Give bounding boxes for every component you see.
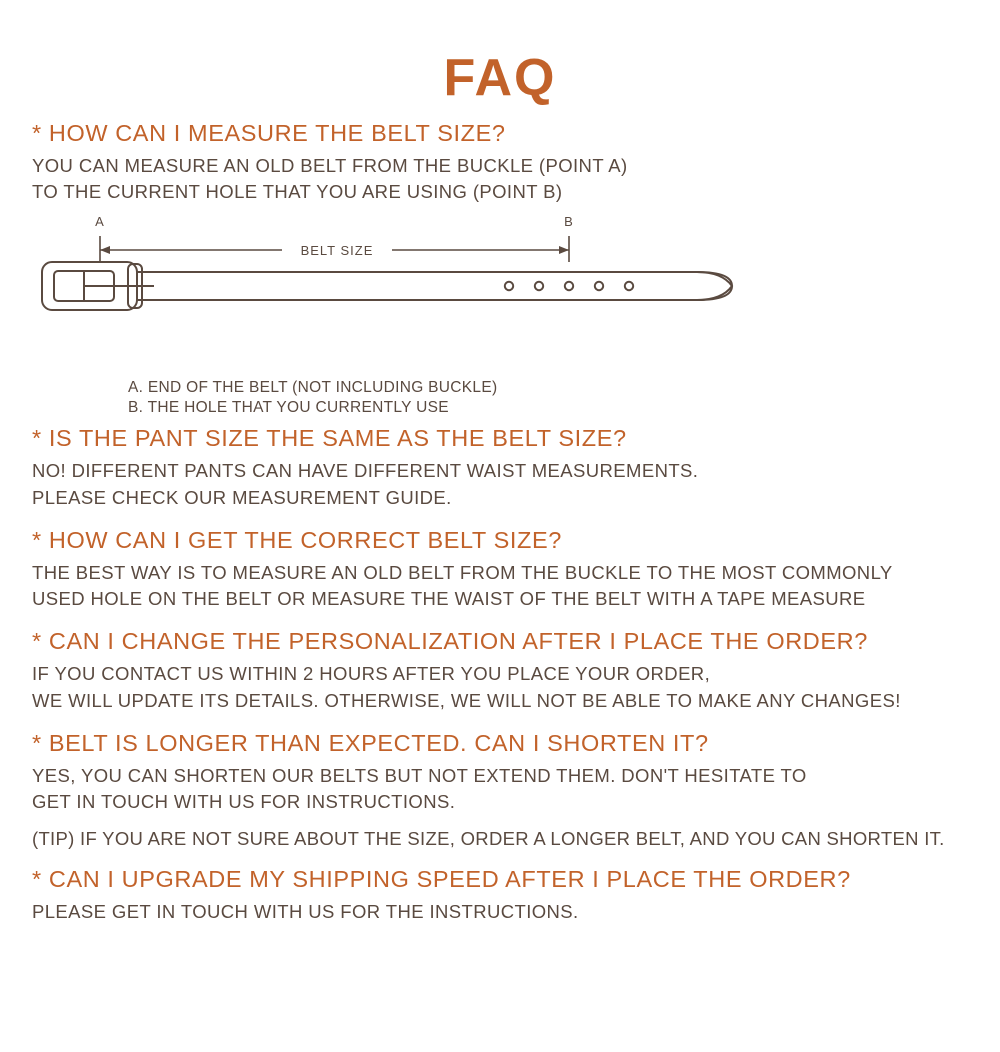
faq-question-6: * CAN I UPGRADE MY SHIPPING SPEED AFTER I PLACE THE ORDER? [32, 865, 851, 892]
faq-answer-6-line-1: PLEASE GET IN TOUCH WITH US FOR THE INSTRUCTIONS. [32, 900, 579, 922]
faq-item-6 [32, 866, 968, 925]
faq-page [0, 49, 1000, 1052]
faq-question-4: * CAN I CHANGE THE PERSONALIZATION AFTER I PLACE THE ORDER? [32, 628, 868, 655]
faq-item-1 [32, 120, 968, 206]
belt-diagram-svg [32, 214, 792, 334]
faq-question-3: * HOW CAN I GET THE CORRECT BELT SIZE? [32, 526, 562, 553]
diagram-label-a: A [95, 213, 105, 229]
faq-answer-4-line-2: WE WILL UPDATE ITS DETAILS. OTHERWISE, WE WILL NOT BE ABLE TO MAKE ANY CHANGES! [32, 689, 901, 711]
diagram-caption-a: A. END OF THE BELT (NOT INCLUDING BUCKLE) [128, 378, 498, 396]
faq-answer-5-line-1: YES, YOU CAN SHORTEN OUR BELTS BUT NOT EXTEND THEM. DON'T HESITATE TO [32, 764, 807, 786]
faq-answer-2-line-1: NO! DIFFERENT PANTS CAN HAVE DIFFERENT WAIST MEASUREMENTS. [32, 460, 699, 482]
faq-answer-3-line-2: USED HOLE ON THE BELT OR MEASURE THE WAIST OF THE BELT WITH A TAPE MEASURE [32, 588, 866, 610]
diagram-label-b: B [564, 213, 574, 229]
faq-answer-1-line-1: YOU CAN MEASURE AN OLD BELT FROM THE BUCKLE (POINT A) [32, 155, 628, 176]
faq-answer-1-line-2: TO THE CURRENT HOLE THAT YOU ARE USING (POINT B) [32, 181, 563, 203]
faq-answer-3-line-1: THE BEST WAY IS TO MEASURE AN OLD BELT FROM THE BUCKLE TO THE MOST COMMONLY [32, 561, 893, 583]
diagram-caption-b: B. THE HOLE THAT YOU CURRENTLY USE [128, 399, 449, 417]
page-title: FAQ [443, 49, 557, 107]
faq-item-5 [32, 730, 968, 850]
faq-item-4 [32, 628, 968, 714]
faq-question-1: * HOW CAN I MEASURE THE BELT SIZE? [32, 120, 506, 146]
faq-item-2 [32, 425, 968, 511]
belt-size-label: BELT SIZE [300, 242, 374, 258]
faq-question-5: * BELT IS LONGER THAN EXPECTED. CAN I SHORTEN IT? [32, 729, 709, 756]
faq-item-3 [32, 527, 968, 613]
faq-answer-4-line-1: IF YOU CONTACT US WITHIN 2 HOURS AFTER YOU PLACE YOUR ORDER, [32, 663, 711, 685]
faq-answer-2-line-2: PLEASE CHECK OUR MEASUREMENT GUIDE. [32, 486, 452, 508]
faq-answer-5-line-2: GET IN TOUCH WITH US FOR INSTRUCTIONS. [32, 791, 456, 813]
belt-diagram [32, 214, 968, 374]
faq-tip-5: (TIP) IF YOU ARE NOT SURE ABOUT THE SIZE, ORDER A LONGER BELT, AND YOU CAN SHORTEN IT. [32, 827, 945, 849]
faq-question-2: * IS THE PANT SIZE THE SAME AS THE BELT SIZE? [32, 425, 627, 452]
